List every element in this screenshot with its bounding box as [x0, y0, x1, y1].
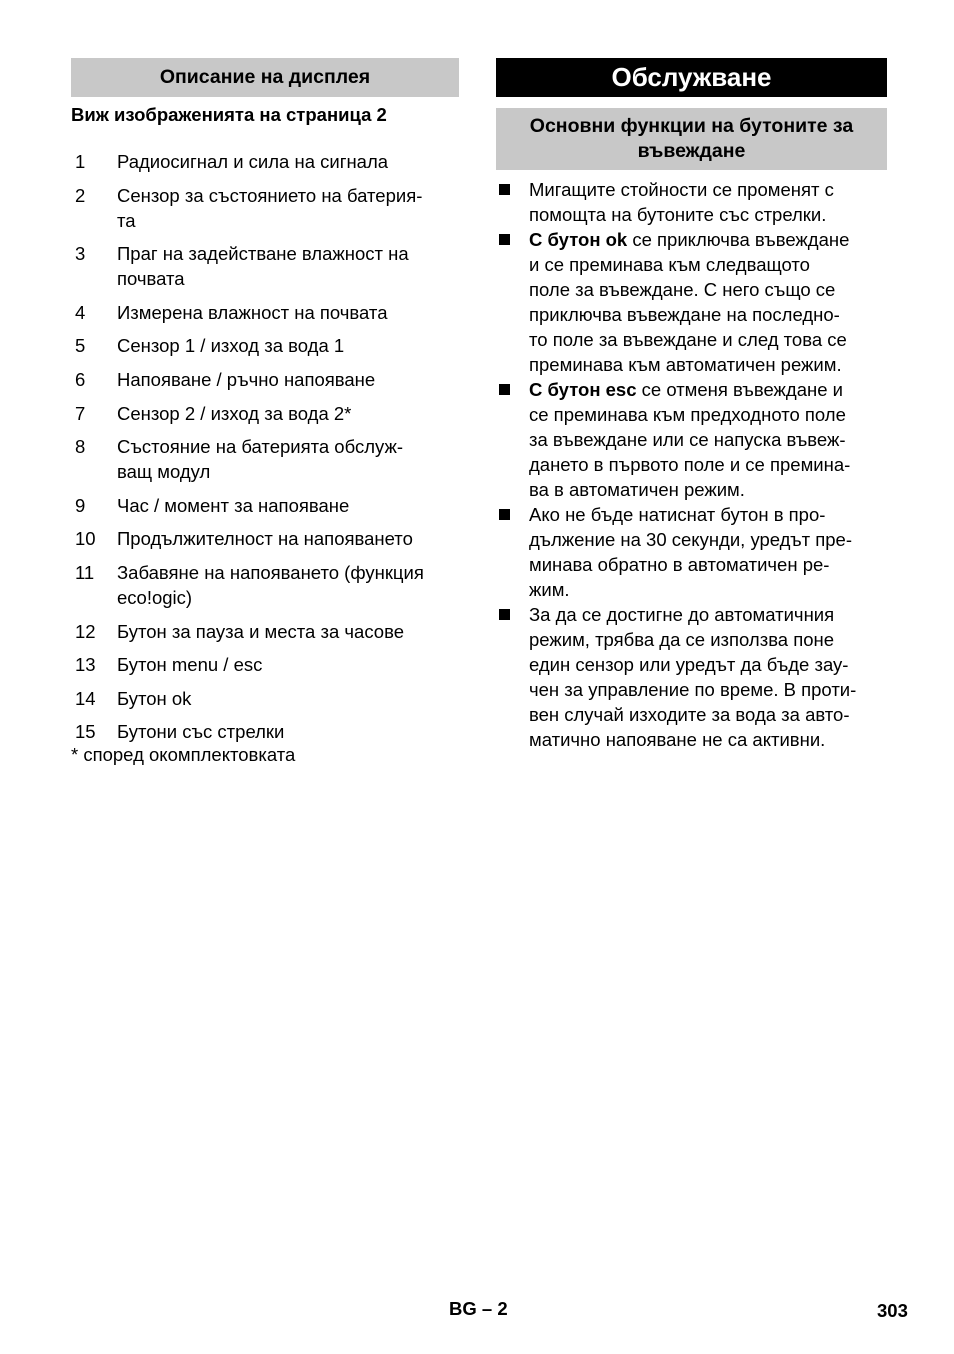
item-text-line: Продължителност на напояването: [117, 528, 413, 550]
item-text-line: Бутон ok: [117, 687, 192, 709]
bullet-line-rest: се приключва въвеждане: [627, 229, 850, 250]
square-bullet-icon: [499, 509, 510, 520]
bullet-text-line: за въвеждане или се напуска въвеж-: [529, 429, 846, 450]
item-text-line: eco!ogic): [117, 586, 193, 608]
equipment-footnote: * според окомплектовката: [71, 743, 296, 765]
bullet-text-line: За да се достигне до автоматичния: [529, 604, 835, 625]
item-text: [117, 686, 459, 711]
item-number: 7: [75, 402, 86, 424]
item-number: 5: [75, 335, 86, 357]
item-text-line: Напояване / ръчно напояване: [117, 368, 376, 390]
item-text-line: Радиосигнал и сила на сигнала: [117, 151, 389, 172]
bullet-item: [496, 177, 887, 227]
item-text: [117, 652, 459, 677]
item-number: 2: [75, 184, 86, 206]
display-element-item: [71, 367, 459, 392]
display-element-item: [71, 493, 459, 518]
operation-column: [496, 58, 887, 752]
display-elements-list: [71, 149, 459, 744]
item-number: 13: [75, 654, 96, 676]
square-bullet-icon: [499, 609, 510, 620]
display-element-item: [71, 300, 459, 325]
display-element-item: [71, 183, 459, 233]
item-text: [117, 434, 459, 484]
bullet-text-line: и се преминава към следващото: [529, 254, 810, 275]
display-element-item: [71, 333, 459, 358]
item-number: 6: [75, 368, 86, 390]
bullet-line-rest: се отменя въвеждане и: [636, 379, 843, 400]
item-text-line: Бутон за пауза и места за часове: [117, 620, 404, 642]
item-text: [117, 493, 459, 518]
item-text-line: Бутони със стрелки: [117, 721, 285, 743]
bullet-text-line: чен за управление по време. В проти-: [529, 679, 857, 700]
square-bullet-icon: [499, 234, 510, 245]
bullet-text-line: преминава към автоматичен режим.: [529, 354, 842, 375]
bullet-item: [496, 602, 887, 752]
item-text: [117, 241, 459, 291]
bullet-text-line: [529, 377, 887, 402]
bullet-text: [529, 377, 887, 502]
bullet-bold-lead: С бутон ok: [529, 229, 628, 250]
item-text: [117, 149, 459, 174]
bullet-text-line: матично напояване не са активни.: [529, 729, 826, 750]
item-number: 8: [75, 436, 86, 458]
item-number: 3: [75, 243, 86, 265]
bullet-text-line: приключва въвеждане на последно-: [529, 304, 840, 325]
item-text-line: Сензор 1 / изход за вода 1: [117, 335, 345, 357]
bullet-text-line: режим, трябва да се използва поне: [529, 629, 835, 650]
item-text: [117, 401, 459, 426]
bullet-bold-lead: С бутон esc: [529, 379, 637, 400]
item-number: 11: [75, 561, 95, 583]
item-text-line: Състояние на батерията обслуж-: [117, 436, 404, 458]
item-text-line: ващ модул: [117, 461, 211, 483]
bullet-text-line: се преминава към предходното поле: [529, 404, 846, 425]
item-number: 1: [75, 151, 86, 172]
bullet-item: [496, 377, 887, 502]
item-text: [117, 333, 459, 358]
bullet-text-line: един сензор или уредът да бъде зау-: [529, 654, 849, 675]
item-number: 9: [75, 494, 86, 516]
bullet-marker-wrap: [496, 502, 529, 602]
item-text-line: Час / момент за напояване: [117, 494, 350, 516]
button-functions-heading: [496, 108, 887, 170]
bullet-text-line: [529, 227, 887, 252]
item-text: [117, 719, 459, 744]
footer-language-page: BG – 2: [449, 1298, 508, 1319]
bullet-text: [529, 177, 887, 227]
display-description-heading: Описание на дисплея: [71, 58, 459, 97]
operation-heading: Обслужване: [496, 58, 887, 97]
bullet-text-line: Ако не бъде натиснат бутон в про-: [529, 504, 826, 525]
bullet-text-line: то поле за въвеждане и след това се: [529, 329, 847, 350]
display-element-item: [71, 149, 459, 174]
item-number: 4: [75, 301, 86, 323]
item-text-line: та: [117, 209, 136, 231]
display-element-item: [71, 241, 459, 291]
bullet-text-line: поле за въвеждане. С него също се: [529, 279, 836, 300]
bullet-text: [529, 502, 887, 602]
display-element-item: [71, 619, 459, 644]
square-bullet-icon: [499, 184, 510, 195]
item-number: 12: [75, 620, 96, 642]
button-functions-list: [496, 177, 887, 752]
bullet-text: [529, 227, 887, 377]
bullet-item: [496, 502, 887, 602]
display-element-item: [71, 686, 459, 711]
bullet-text-line: ва в автоматичен режим.: [529, 479, 745, 500]
display-element-item: [71, 652, 459, 677]
bullet-item: [496, 227, 887, 377]
display-element-item: [71, 434, 459, 484]
bullet-text-line: помощта на бутоните със стрелки.: [529, 204, 827, 225]
item-text: [117, 183, 459, 233]
item-text: [117, 526, 459, 551]
display-element-item: [71, 719, 459, 744]
item-text-line: Измерена влажност на почвата: [117, 301, 388, 323]
item-text-line: почвата: [117, 268, 185, 290]
subheading-line: въвеждане: [637, 140, 746, 162]
bullet-marker-wrap: [496, 177, 529, 227]
item-text: [117, 619, 459, 644]
bullet-marker-wrap: [496, 227, 529, 377]
item-text-line: Бутон menu / esc: [117, 654, 263, 676]
square-bullet-icon: [499, 384, 510, 395]
bullet-marker-wrap: [496, 602, 529, 752]
display-element-item: [71, 526, 459, 551]
item-text: [117, 367, 459, 392]
subheading-line: Основни функции на бутоните за: [529, 115, 854, 137]
display-description-column: [71, 58, 459, 766]
item-text-line: Забавяне на напояването (функция: [117, 561, 424, 583]
item-text: [117, 300, 459, 325]
item-text: [117, 560, 459, 610]
bullet-marker-wrap: [496, 377, 529, 502]
bullet-text-line: дължение на 30 секунди, уредът пре-: [529, 529, 853, 550]
display-element-item: [71, 401, 459, 426]
item-text-line: Сензор за състоянието на батерия-: [117, 184, 423, 206]
item-number: 10: [75, 528, 96, 550]
see-images-subtitle: Виж изображенията на страница 2: [71, 104, 387, 125]
footer-page-number: 303: [877, 1300, 908, 1321]
display-element-item: [71, 560, 459, 610]
bullet-text-line: дането в първото поле и се премина-: [529, 454, 851, 475]
item-number: 15: [75, 721, 96, 743]
item-text-line: Сензор 2 / изход за вода 2*: [117, 402, 352, 424]
item-text-line: Праг на задействане влажност на: [117, 243, 409, 265]
bullet-text-line: вен случай изходите за вода за авто-: [529, 704, 850, 725]
bullet-text: [529, 602, 887, 752]
bullet-text-line: жим.: [529, 579, 570, 600]
bullet-text-line: минава обратно в автоматичен ре-: [529, 554, 830, 575]
item-number: 14: [75, 687, 96, 709]
bullet-text-line: Мигащите стойности се променят с: [529, 179, 834, 200]
